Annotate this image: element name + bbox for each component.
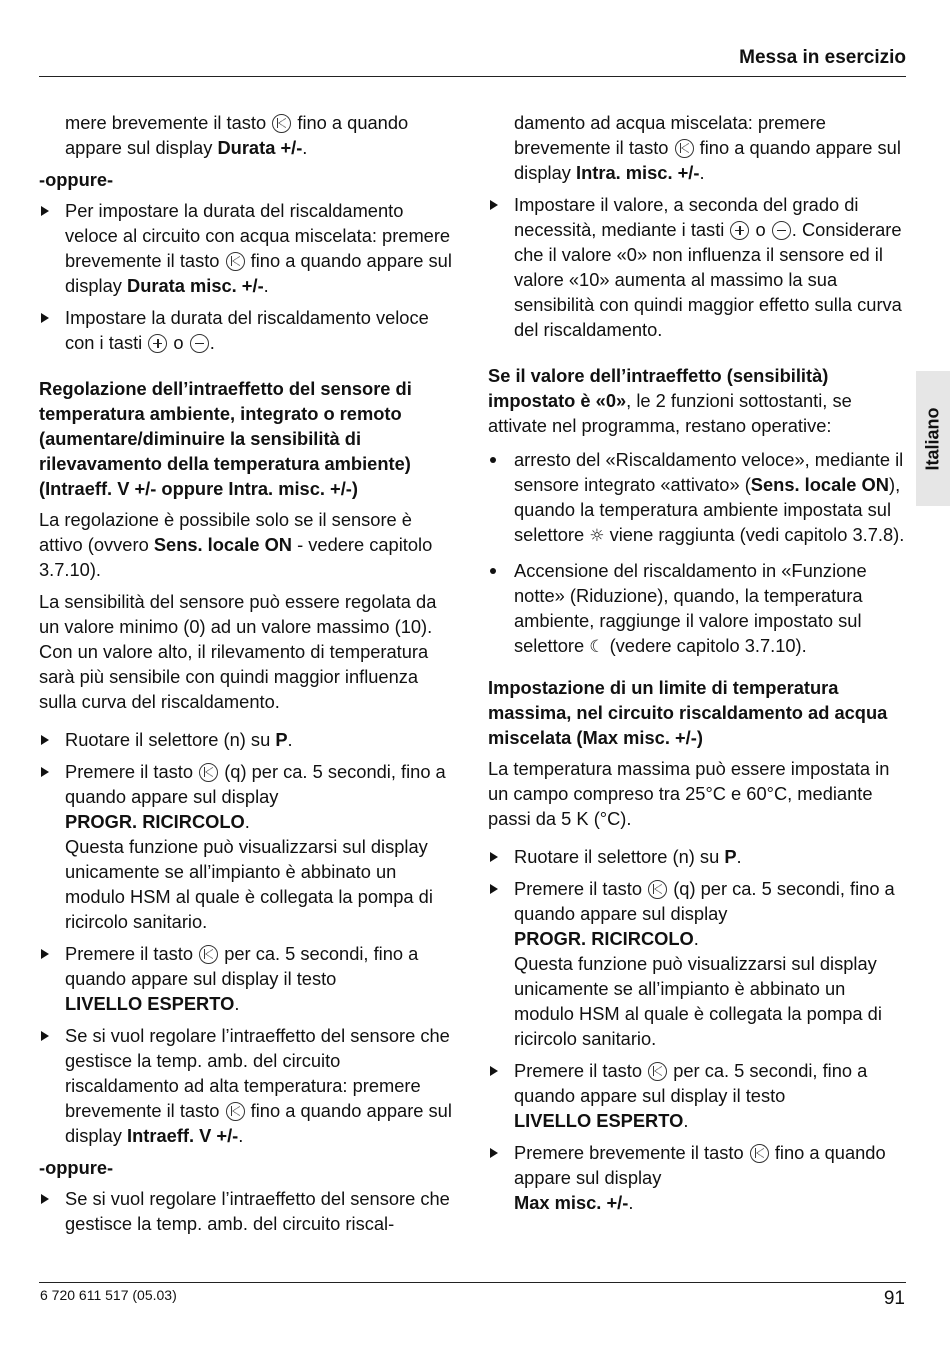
list-item bbox=[39, 759, 459, 934]
text: . Considerare che il valore «0» non influenza il sensore ed il valore «10» aumenta al massimo la sua sensibilità con quindi maggior effetto sulla curva del riscaldamento. bbox=[514, 219, 902, 340]
minus-button-icon bbox=[772, 221, 791, 240]
text: Impostare il valore, a seconda del grado di necessità, mediante i tasti bbox=[514, 194, 859, 240]
list-item bbox=[488, 876, 906, 1051]
display-label: P bbox=[724, 846, 737, 867]
list-item bbox=[488, 447, 906, 549]
text: per ca. 5 secondi, fino a quando appare sul display il testo bbox=[514, 1060, 868, 1106]
text: Ruotare il selettore (n) su bbox=[514, 846, 720, 867]
text: Premere il tasto bbox=[514, 1060, 643, 1081]
text: Impostare la durata del riscaldamento veloce con i tasti bbox=[65, 307, 429, 353]
oppure-label: -oppure- bbox=[39, 1157, 114, 1178]
text: . bbox=[736, 846, 742, 867]
play-button-icon bbox=[226, 1102, 245, 1121]
display-label: P bbox=[275, 729, 288, 750]
section-heading: Impostazione di un limite di temperatura massima, nel circuito riscaldamento ad acqua miscelata (Max misc. +/-) bbox=[488, 677, 888, 748]
text: (vedere capitolo 3.7.10). bbox=[609, 635, 807, 656]
display-label: PROGR. RICIRCOLO bbox=[514, 928, 694, 949]
display-label: LIVELLO ESPERTO bbox=[514, 1110, 684, 1131]
text: . bbox=[302, 137, 308, 158]
language-side-tab bbox=[916, 371, 950, 506]
paragraph: La temperatura massima può essere impostata in un campo compreso tra 25°C e 60°C, mediante passi da 5 K (°C). bbox=[488, 758, 890, 829]
play-button-icon bbox=[750, 1144, 769, 1163]
list-item bbox=[488, 192, 906, 342]
text: . bbox=[693, 928, 699, 949]
text: . bbox=[234, 993, 240, 1014]
text: . bbox=[287, 729, 293, 750]
text: Premere il tasto bbox=[65, 761, 194, 782]
text: , le 2 funzioni sottostanti, se attivate nel programma, restano operative: bbox=[488, 390, 852, 436]
page-number: 91 bbox=[883, 1288, 905, 1309]
display-label: Sens. locale ON bbox=[153, 534, 293, 555]
plus-button-icon bbox=[148, 334, 167, 353]
text: fino a quando appare sul display bbox=[65, 1100, 452, 1146]
play-button-icon bbox=[199, 763, 218, 782]
text: ), quando la temperatura ambiente impostata sul selettore bbox=[514, 474, 901, 545]
sun-icon: ☼ bbox=[589, 526, 605, 546]
plus-button-icon bbox=[730, 221, 749, 240]
text: Per impostare la durata del riscaldamento veloce al circuito con acqua miscelata: premere brevemente il tasto bbox=[65, 200, 451, 271]
list-item bbox=[488, 844, 906, 869]
text: . bbox=[628, 1192, 634, 1213]
text: Premere il tasto bbox=[65, 943, 194, 964]
display-label: PROGR. RICIRCOLO bbox=[65, 811, 245, 832]
right-column bbox=[488, 110, 906, 1222]
list-item bbox=[39, 727, 459, 752]
text: Accensione del riscaldamento in «Funzione notte» (Riduzione), quando, la temperatura ambiente, raggiunge il valore impostato sul selettore bbox=[514, 560, 867, 656]
text: fino a quando appare sul display bbox=[514, 1142, 886, 1188]
text: . bbox=[209, 332, 215, 353]
text: fino a quando appare sul display bbox=[65, 112, 409, 158]
display-label: LIVELLO ESPERTO bbox=[65, 993, 235, 1014]
list-item bbox=[39, 1023, 459, 1148]
play-button-icon bbox=[648, 880, 667, 899]
text: Se si vuol regolare l’intraeffetto del sensore che gestisce la temp. amb. del circuito riscaldamento ad alta temperatura: premere brevemente il tasto bbox=[65, 1025, 450, 1121]
header-divider bbox=[39, 76, 906, 77]
paragraph bbox=[488, 363, 906, 438]
display-label: Intra. misc. +/- bbox=[576, 162, 700, 183]
paragraph: La sensibilità del sensore può essere regolata da un valore minimo (0) ad un valore massimo (10). Con un valore alto, il rilevamento di temperatura sarà più sensibile con quindi maggior influenza sulla curva del riscaldamento. bbox=[39, 591, 437, 712]
emphasis-text: Se il valore dell’intraeffetto (sensibilità) impostato è «0» bbox=[488, 365, 829, 411]
paragraph bbox=[39, 110, 459, 160]
list-item bbox=[39, 941, 459, 1016]
note-text: Questa funzione può visualizzarsi sul display unicamente se all’impianto è abbinato un modulo HSM al quale è collegata la pompa di ricircolo sanitario. bbox=[65, 836, 433, 932]
paragraph bbox=[488, 110, 906, 185]
list-item: Se si vuol regolare l’intraeffetto del sensore che gestisce la temp. amb. del circuito riscal- bbox=[39, 1186, 459, 1236]
display-label: Durata misc. +/- bbox=[127, 275, 264, 296]
language-tab-label: Italiano bbox=[922, 406, 943, 471]
text: - vedere capitolo 3.7.10). bbox=[39, 534, 433, 580]
text: Premere il tasto bbox=[514, 878, 643, 899]
text: (q) per ca. 5 secondi, fino a quando appare sul display bbox=[514, 878, 895, 924]
text: . bbox=[238, 1125, 244, 1146]
list-item bbox=[39, 198, 459, 298]
text: per ca. 5 secondi, fino a quando appare sul display il testo bbox=[65, 943, 419, 989]
page-header-title: Messa in esercizio bbox=[739, 47, 906, 68]
play-button-icon bbox=[675, 139, 694, 158]
left-column bbox=[39, 110, 459, 1243]
display-label: Durata +/- bbox=[217, 137, 303, 158]
play-button-icon bbox=[199, 945, 218, 964]
minus-button-icon bbox=[190, 334, 209, 353]
text: fino a quando appare sul display bbox=[514, 137, 901, 183]
text: viene raggiunta (vedi capitolo 3.7.8). bbox=[609, 524, 905, 545]
text: . bbox=[683, 1110, 689, 1131]
text: arresto del «Riscaldamento veloce», mediante il sensore integrato «attivato» ( bbox=[514, 449, 904, 495]
text: Ruotare il selettore (n) su bbox=[65, 729, 271, 750]
play-button-icon bbox=[272, 114, 291, 133]
text: (q) per ca. 5 secondi, fino a quando appare sul display bbox=[65, 761, 446, 807]
text: . bbox=[699, 162, 705, 183]
document-number: 6 720 611 517 (05.03) bbox=[40, 1287, 177, 1303]
list-item bbox=[488, 1140, 906, 1215]
display-label: Intraeff. V +/- bbox=[127, 1125, 239, 1146]
text: mere brevemente il tasto bbox=[65, 112, 267, 133]
oppure-label: -oppure- bbox=[39, 169, 114, 190]
text: damento ad acqua miscelata: premere brevemente il tasto bbox=[514, 112, 826, 158]
note-text: Questa funzione può visualizzarsi sul display unicamente se all’impianto è abbinato un modulo HSM al quale è collegata la pompa di ricircolo sanitario. bbox=[514, 953, 882, 1049]
display-label: Max misc. +/- bbox=[514, 1192, 629, 1213]
text: Premere brevemente il tasto bbox=[514, 1142, 744, 1163]
text: o bbox=[173, 332, 184, 353]
footer-divider bbox=[39, 1282, 906, 1283]
moon-icon: ☾ bbox=[589, 637, 605, 657]
display-label: Sens. locale ON bbox=[750, 474, 889, 495]
text: . bbox=[244, 811, 250, 832]
text: o bbox=[755, 219, 766, 240]
list-item bbox=[488, 558, 906, 660]
list-item bbox=[488, 1058, 906, 1133]
list-item bbox=[39, 305, 459, 355]
text: fino a quando appare sul display bbox=[65, 250, 452, 296]
section-heading: Regolazione dell’intraeffetto del sensore di temperatura ambiente, integrato o remoto (aumentare/diminuire la sensibilità di rilevavamento della temperatura ambiente) (Intraeff. V +/- oppure Intra. misc. +/-) bbox=[39, 378, 412, 499]
text: La regolazione è possibile solo se il sensore è attivo (ovvero bbox=[39, 509, 412, 555]
paragraph bbox=[39, 507, 459, 582]
play-button-icon bbox=[648, 1062, 667, 1081]
text: . bbox=[263, 275, 269, 296]
play-button-icon bbox=[226, 252, 245, 271]
